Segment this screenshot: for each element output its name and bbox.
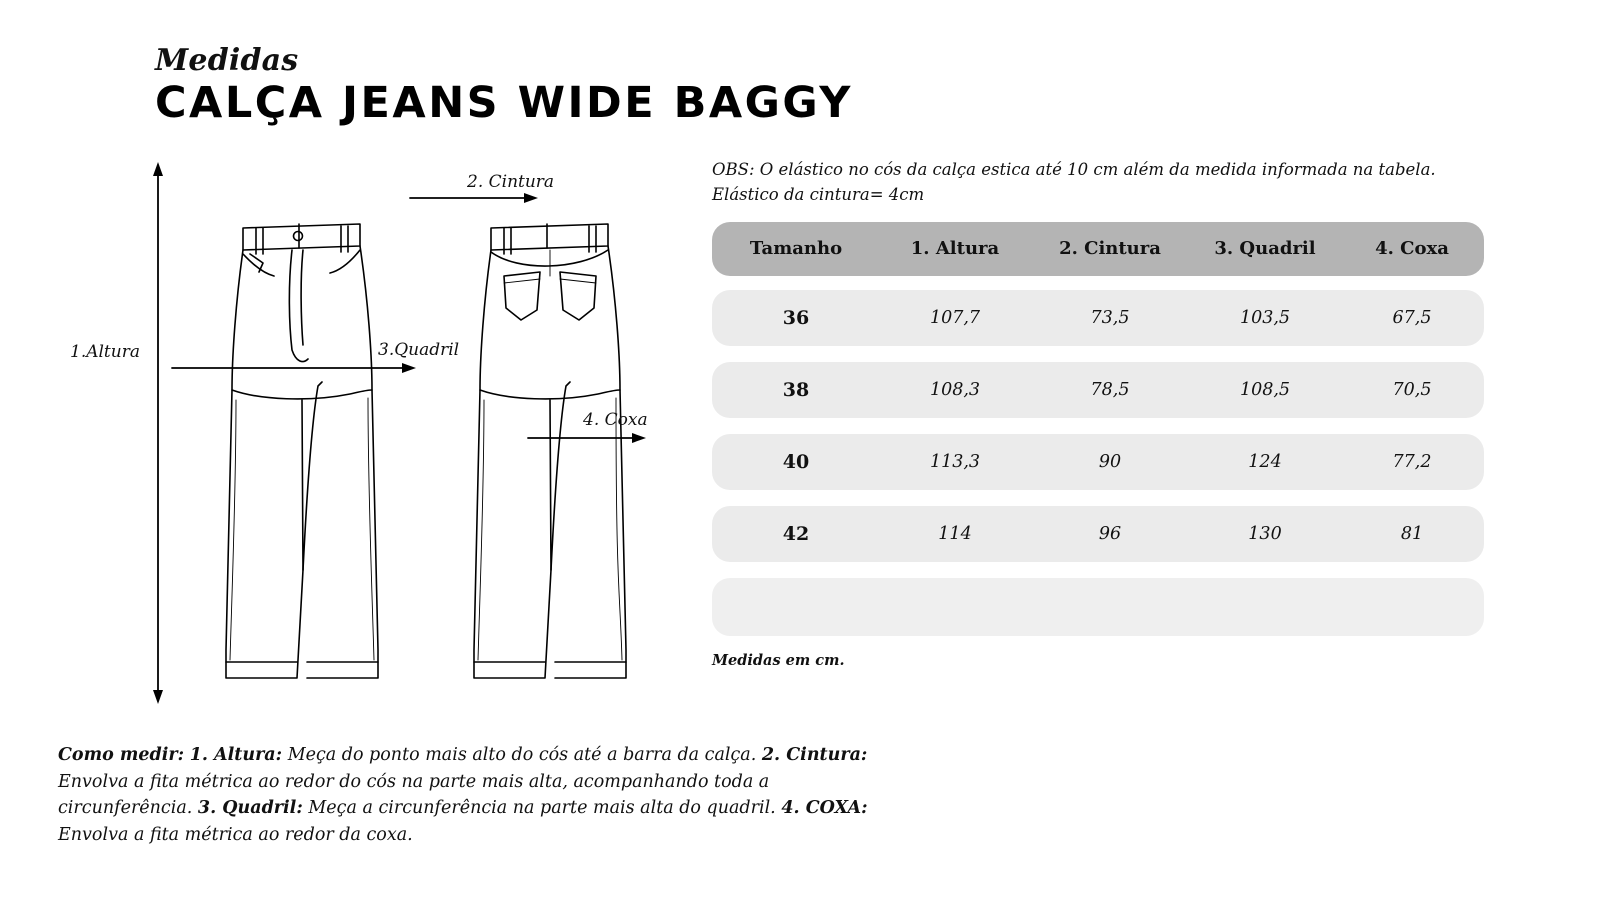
cell-altura: 108,3 bbox=[929, 379, 981, 400]
howto-item4-label: 4. COXA: bbox=[781, 798, 868, 819]
table-row bbox=[712, 290, 1484, 346]
table-row bbox=[712, 362, 1484, 418]
cell-quadril: 108,5 bbox=[1239, 379, 1291, 400]
cell-cintura: 96 bbox=[1098, 523, 1122, 544]
label-coxa: 4. Coxa bbox=[583, 410, 648, 430]
howto-item2-label: 2. Cintura: bbox=[761, 745, 868, 765]
column-header-tamanho: Tamanho bbox=[749, 238, 843, 259]
howto-intro-label: Como medir: bbox=[58, 745, 185, 765]
cell-coxa: 81 bbox=[1400, 523, 1424, 544]
table-row bbox=[712, 506, 1484, 562]
jeans-front-view bbox=[226, 224, 378, 678]
cell-tamanho: 36 bbox=[782, 306, 810, 329]
cell-coxa: 70,5 bbox=[1392, 379, 1432, 400]
howto-item1-label: 1. Altura: bbox=[189, 745, 283, 765]
column-header-quadril: 3. Quadril bbox=[1214, 238, 1316, 259]
jeans-back-view bbox=[474, 224, 626, 678]
cell-coxa: 77,2 bbox=[1392, 451, 1432, 472]
table-row bbox=[712, 434, 1484, 490]
page-title: CALÇA JEANS WIDE BAGGY bbox=[155, 78, 853, 128]
label-cintura: 2. Cintura bbox=[467, 172, 555, 192]
howto-item2-text: Envolva a fita métrica ao redor do cós na parte mais alta, acompanhando toda a circunferência. bbox=[58, 771, 770, 819]
observation-line-1: OBS: O elástico no cós da calça estica até 10 cm além da medida informada na tabela. bbox=[712, 160, 1436, 179]
cell-altura: 114 bbox=[938, 523, 972, 544]
observation-note bbox=[712, 158, 1492, 208]
unit-note: Medidas em cm. bbox=[712, 651, 845, 669]
page-kicker: Medidas bbox=[155, 43, 299, 78]
how-to-measure bbox=[58, 742, 888, 848]
howto-item3-text: Meça a circunferência na parte mais alta do quadril. bbox=[308, 798, 776, 819]
cell-altura: 113,3 bbox=[929, 451, 981, 472]
garment-diagram bbox=[60, 150, 680, 730]
cell-tamanho: 40 bbox=[782, 450, 810, 473]
cell-altura: 107,7 bbox=[929, 307, 981, 328]
cell-quadril: 103,5 bbox=[1239, 307, 1291, 328]
cell-quadril: 130 bbox=[1248, 523, 1282, 544]
jeans-technical-drawing bbox=[60, 150, 680, 730]
howto-item4-text: Envolva a fita métrica ao redor da coxa. bbox=[58, 824, 413, 845]
table-row-empty bbox=[712, 578, 1484, 636]
label-altura: 1.Altura bbox=[70, 342, 140, 362]
measurements-panel bbox=[712, 158, 1482, 669]
cell-cintura: 73,5 bbox=[1090, 307, 1130, 328]
label-quadril: 3.Quadril bbox=[378, 340, 460, 360]
cell-cintura: 90 bbox=[1098, 451, 1122, 472]
cell-tamanho: 42 bbox=[782, 522, 810, 545]
table-header-row bbox=[712, 222, 1484, 276]
size-table bbox=[712, 222, 1484, 669]
cell-cintura: 78,5 bbox=[1090, 379, 1130, 400]
column-header-altura: 1. Altura bbox=[910, 238, 1000, 259]
cell-quadril: 124 bbox=[1248, 451, 1282, 472]
cell-coxa: 67,5 bbox=[1392, 307, 1432, 328]
cell-tamanho: 38 bbox=[782, 378, 810, 401]
column-header-cintura: 2. Cintura bbox=[1059, 238, 1161, 259]
column-header-coxa: 4. Coxa bbox=[1375, 238, 1449, 259]
howto-item1-text: Meça do ponto mais alto do cós até a barra da calça. bbox=[287, 745, 757, 765]
howto-item3-label: 3. Quadril: bbox=[197, 798, 303, 819]
page-header bbox=[155, 44, 853, 126]
observation-line-2: Elástico da cintura= 4cm bbox=[712, 184, 925, 204]
